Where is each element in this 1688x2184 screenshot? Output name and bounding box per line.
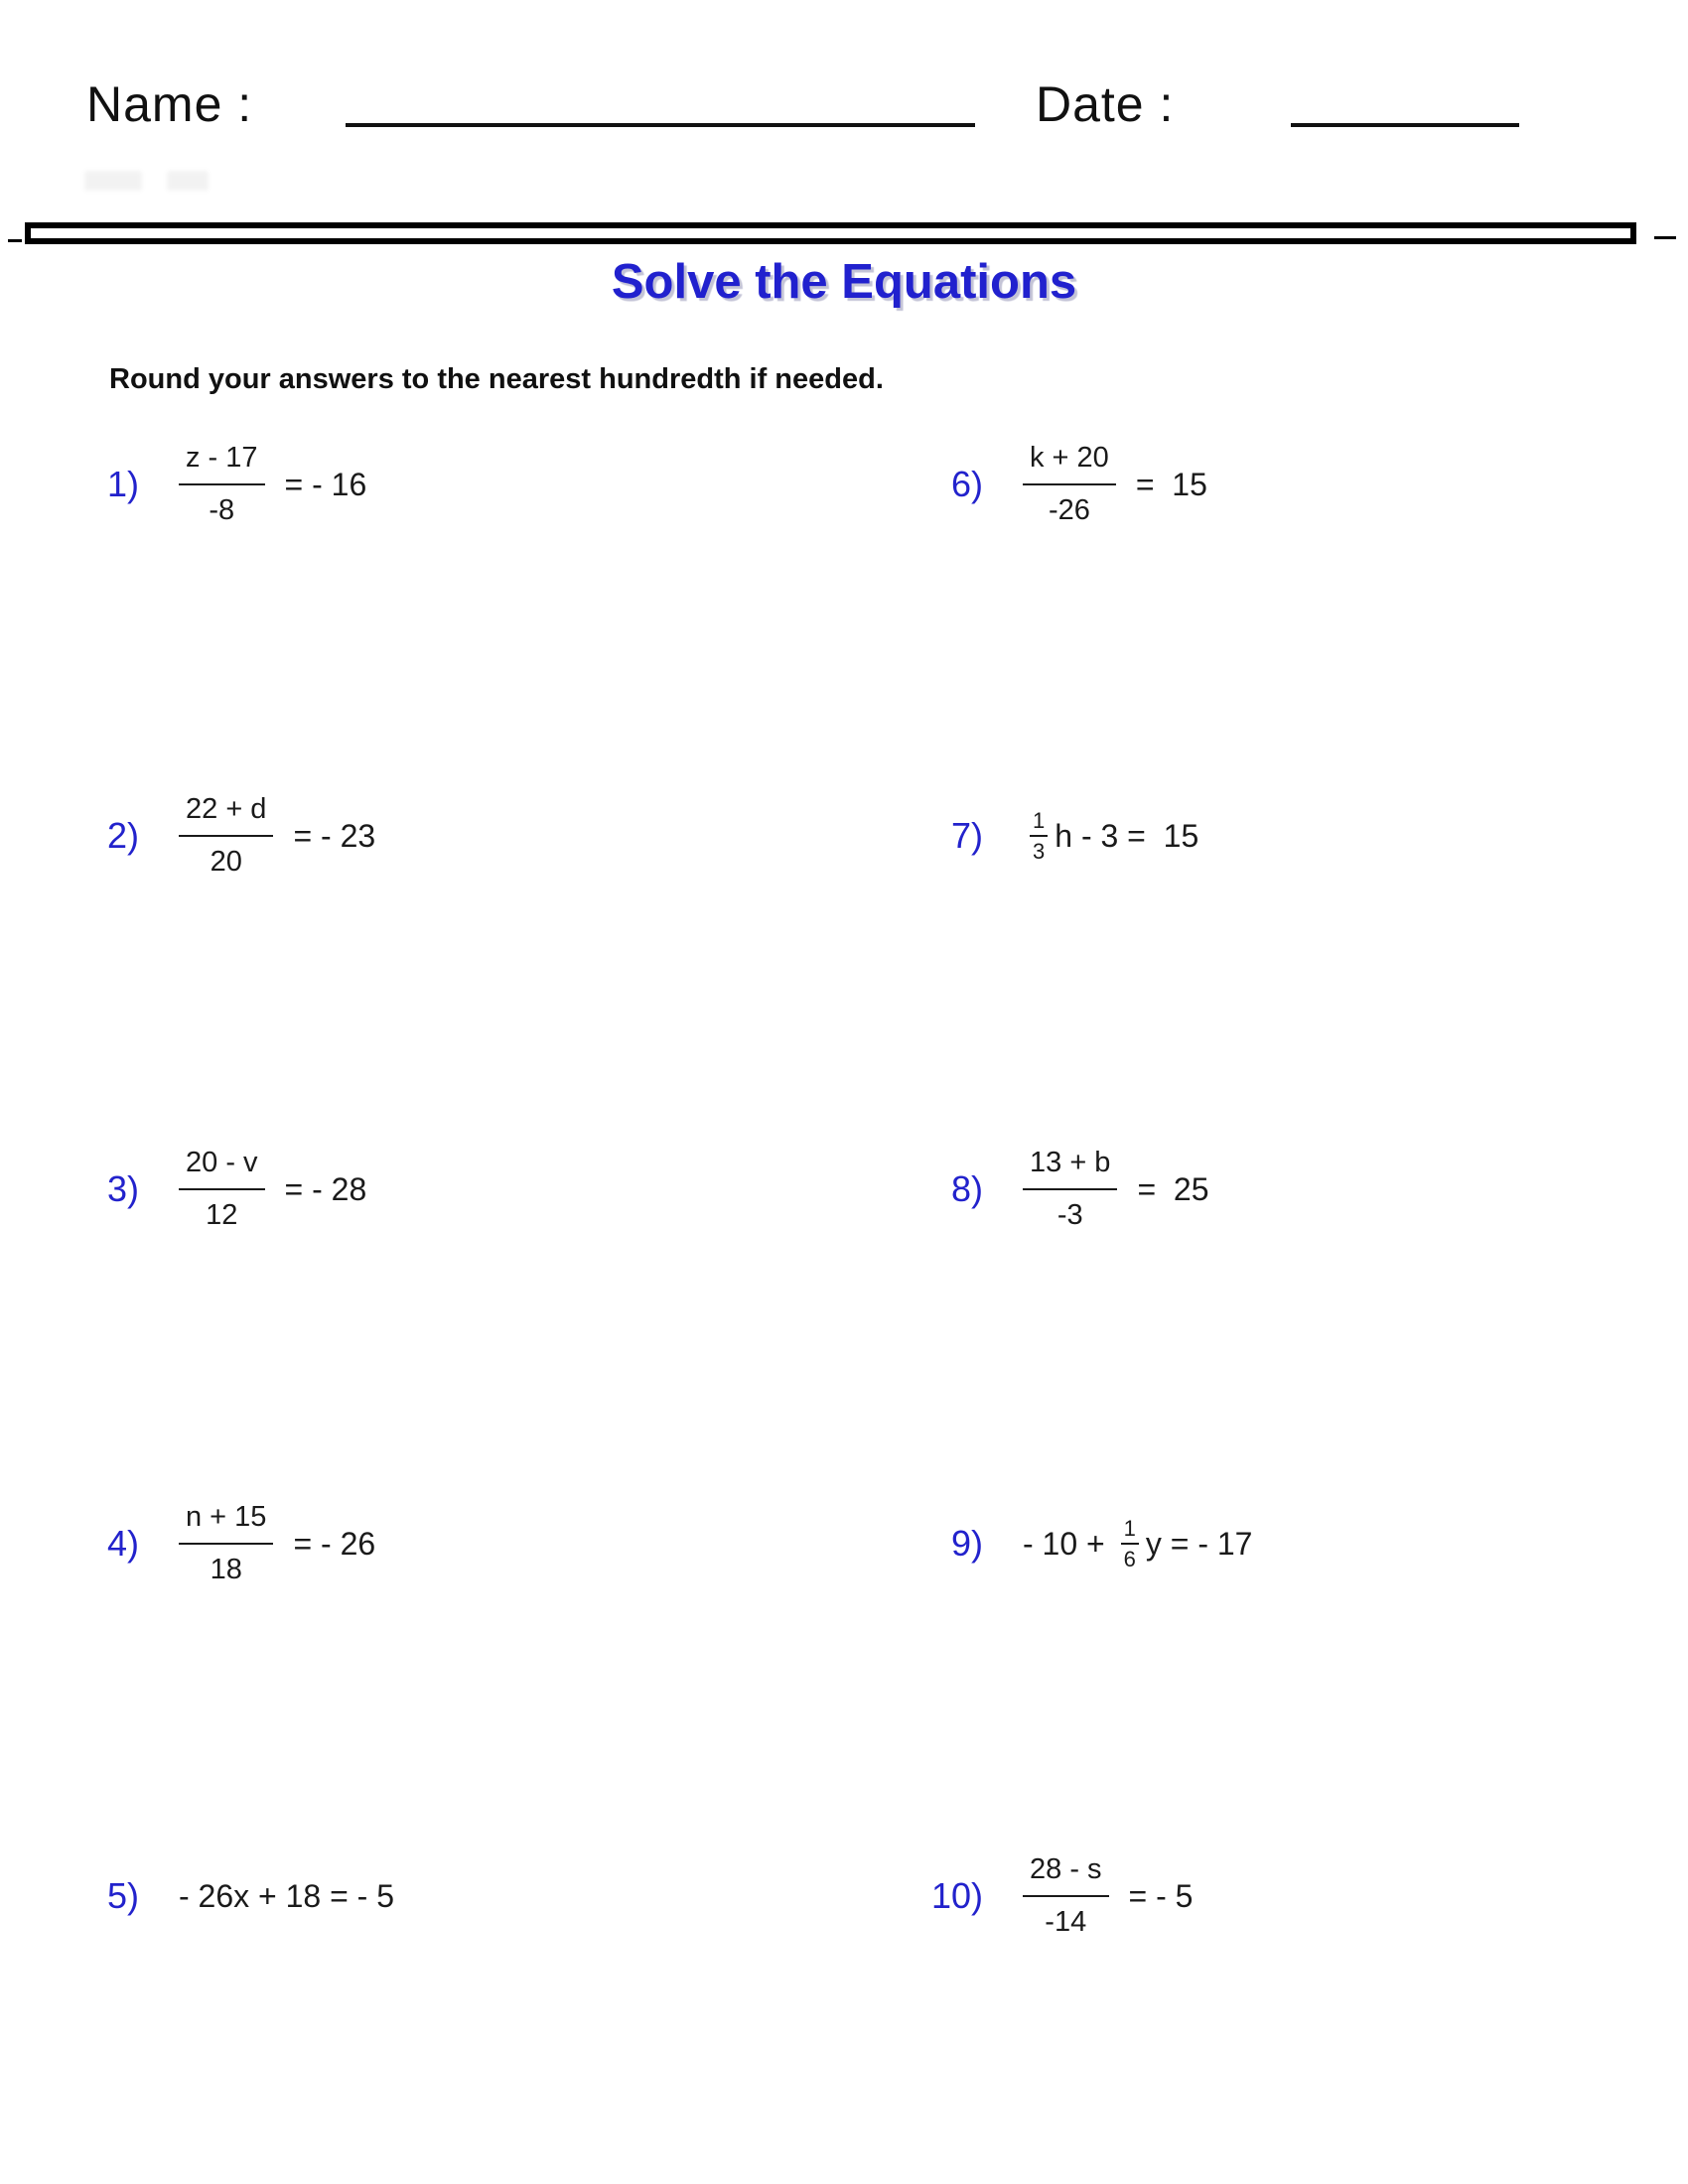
problem-number: 4) bbox=[106, 1523, 139, 1564]
fraction-numerator: 20 - v bbox=[186, 1146, 258, 1178]
divider-rule bbox=[25, 222, 1636, 244]
fraction-bar bbox=[1023, 1188, 1117, 1190]
equation bbox=[1023, 1517, 1252, 1570]
faint-watermark bbox=[84, 171, 142, 191]
problem-number: 8) bbox=[950, 1168, 983, 1209]
equation-rhs: = 15 bbox=[1135, 466, 1207, 502]
fraction-numerator: 1 bbox=[1033, 807, 1046, 833]
instruction-text: Round your answers to the nearest hundredth if needed. bbox=[109, 363, 884, 395]
equation bbox=[1023, 809, 1198, 863]
divider-left-dash bbox=[8, 239, 22, 242]
problem-number: 5) bbox=[106, 1875, 139, 1916]
problem-row bbox=[84, 1130, 366, 1249]
problem-row bbox=[84, 776, 375, 895]
fraction-denominator: 3 bbox=[1033, 839, 1046, 864]
problem-number: 2) bbox=[106, 815, 139, 856]
problem-number: 9) bbox=[950, 1523, 983, 1564]
equation bbox=[179, 1147, 366, 1233]
problem-row bbox=[84, 425, 366, 544]
fraction-numerator: 28 - s bbox=[1030, 1852, 1102, 1885]
fraction-bar bbox=[1023, 483, 1116, 485]
fraction-bar bbox=[179, 835, 273, 837]
equation-rhs: = - 5 bbox=[1128, 1877, 1194, 1914]
equation bbox=[179, 1501, 375, 1587]
problem-number: 10) bbox=[930, 1875, 983, 1916]
fraction-denominator: 12 bbox=[206, 1199, 238, 1231]
problem-number: 7) bbox=[950, 815, 983, 856]
problem-number: 6) bbox=[950, 464, 983, 504]
fraction-bar bbox=[1030, 835, 1048, 837]
fraction-denominator: 20 bbox=[210, 846, 242, 878]
fraction-numerator: k + 20 bbox=[1030, 441, 1109, 474]
fraction bbox=[179, 1501, 273, 1587]
equation bbox=[179, 793, 375, 880]
fraction bbox=[179, 793, 273, 880]
problem-row bbox=[904, 425, 1207, 544]
equation bbox=[179, 442, 366, 528]
equation-rhs: = - 26 bbox=[293, 1525, 376, 1562]
fraction-bar bbox=[179, 483, 265, 485]
problem-row bbox=[904, 1837, 1193, 1956]
fraction bbox=[1023, 442, 1116, 528]
fraction-bar bbox=[179, 1188, 265, 1190]
problem-row bbox=[84, 1484, 375, 1603]
problem-number: 3) bbox=[106, 1168, 139, 1209]
fraction-numerator: 1 bbox=[1123, 1515, 1136, 1541]
equation-rhs: = - 23 bbox=[293, 817, 376, 854]
fraction bbox=[1023, 1147, 1117, 1233]
problem-row bbox=[84, 1837, 394, 1956]
inline-fraction bbox=[1030, 809, 1048, 863]
fraction-numerator: z - 17 bbox=[186, 441, 258, 474]
fraction-denominator: -14 bbox=[1045, 1906, 1087, 1938]
equation-text: y = - 17 bbox=[1145, 1525, 1253, 1562]
name-blank-line bbox=[346, 123, 975, 127]
equation-rhs: = - 16 bbox=[284, 466, 367, 502]
fraction bbox=[179, 442, 265, 528]
fraction-numerator: n + 15 bbox=[186, 1500, 267, 1533]
fraction bbox=[1023, 1853, 1109, 1940]
fraction-numerator: 13 + b bbox=[1030, 1146, 1111, 1178]
equation-text: - 26x + 18 = - 5 bbox=[179, 1877, 395, 1914]
page-title: Solve the Equations bbox=[611, 255, 1077, 309]
equation-text: h - 3 = 15 bbox=[1055, 817, 1199, 854]
date-blank-line bbox=[1291, 123, 1519, 127]
equation-rhs: = 25 bbox=[1137, 1170, 1209, 1207]
equation bbox=[1023, 1147, 1209, 1233]
fraction-denominator: 18 bbox=[210, 1554, 242, 1585]
fraction-bar bbox=[1121, 1543, 1139, 1545]
fraction-denominator: -26 bbox=[1048, 494, 1090, 526]
divider-right-dash bbox=[1654, 236, 1676, 239]
problem-row bbox=[904, 776, 1198, 895]
fraction-bar bbox=[179, 1543, 273, 1545]
fraction-denominator: 6 bbox=[1123, 1547, 1136, 1571]
equation bbox=[1023, 442, 1207, 528]
faint-watermark bbox=[167, 171, 209, 191]
fraction-numerator: 22 + d bbox=[186, 792, 267, 825]
equation-text: - 10 + bbox=[1023, 1525, 1114, 1562]
equation bbox=[1023, 1853, 1193, 1940]
inline-fraction bbox=[1121, 1517, 1139, 1570]
equation bbox=[179, 1878, 394, 1915]
fraction-bar bbox=[1023, 1895, 1109, 1897]
date-label: Date : bbox=[1036, 76, 1175, 132]
problem-row bbox=[904, 1484, 1252, 1603]
equation-rhs: = - 28 bbox=[284, 1170, 367, 1207]
problem-row bbox=[904, 1130, 1209, 1249]
name-label: Name : bbox=[86, 76, 253, 132]
fraction bbox=[179, 1147, 265, 1233]
problem-number: 1) bbox=[106, 464, 139, 504]
fraction-denominator: -8 bbox=[209, 494, 235, 526]
fraction-denominator: -3 bbox=[1056, 1199, 1083, 1231]
